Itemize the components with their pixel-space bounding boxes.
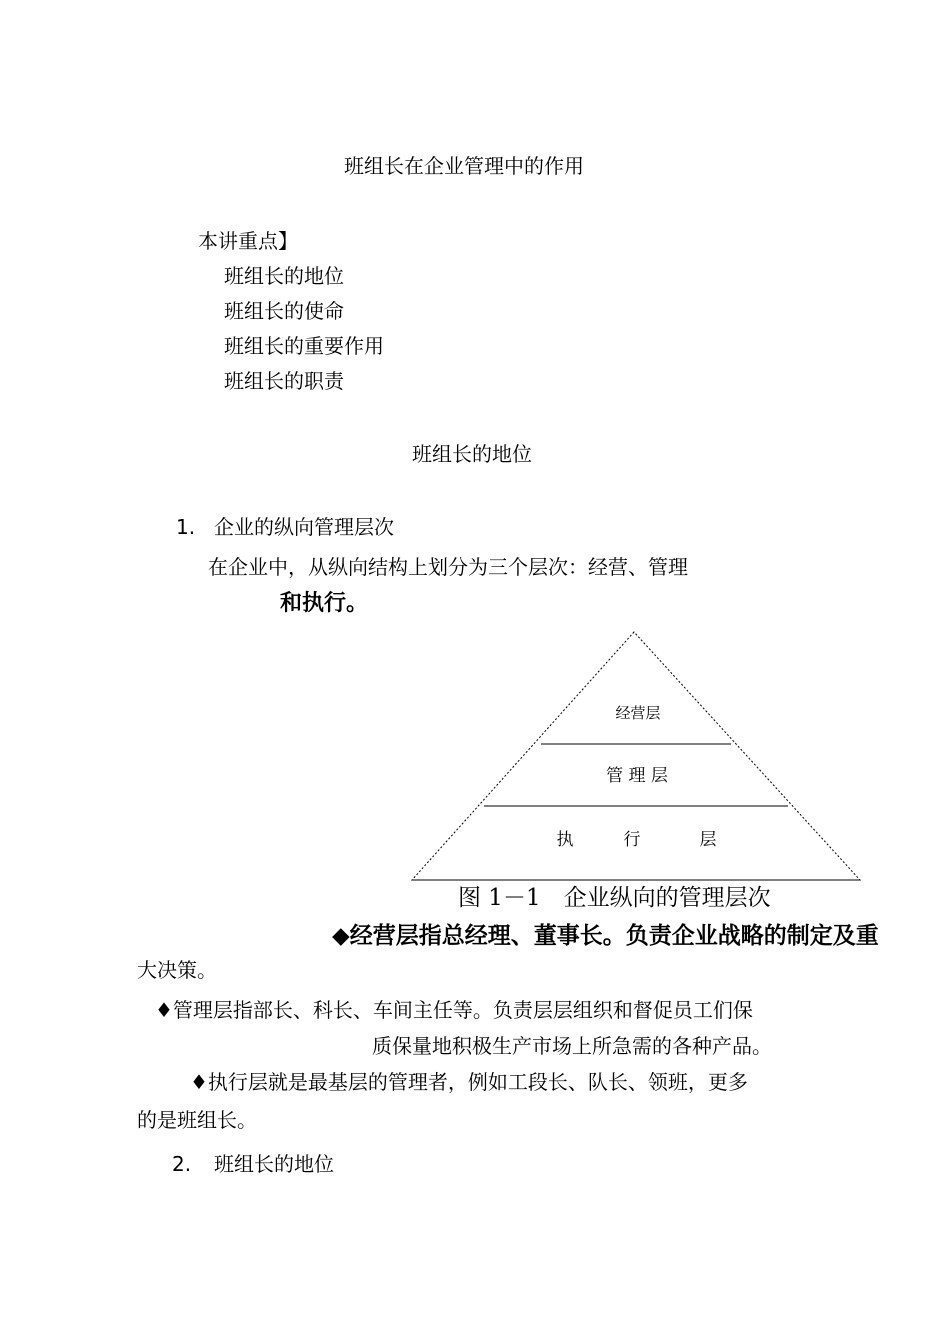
key-point-item: 班组长的地位 — [224, 264, 344, 288]
section-1-number: 1. — [176, 515, 196, 539]
bullet-management-line: ♦管理层指部长、科长、车间主任等。负责层层组织和督促员工们保 — [155, 998, 753, 1022]
pyramid-bottom-label-char: 行 — [623, 830, 641, 850]
pyramid-bottom-label-char: 执 — [556, 830, 574, 850]
bullet-execution-line: 的是班组长。 — [137, 1108, 257, 1132]
section-1-paragraph-line: 在企业中，从纵向结构上划分为三个层次：经营、管理 — [208, 555, 688, 579]
section-2-title: 班组长的地位 — [214, 1152, 334, 1176]
section-1-title: 企业的纵向管理层次 — [214, 515, 394, 539]
key-point-item: 班组长的使命 — [224, 299, 344, 323]
section-title: 班组长的地位 — [412, 442, 532, 466]
section-2-number: 2. — [172, 1152, 192, 1176]
page-title: 班组长在企业管理中的作用 — [344, 154, 584, 178]
figure-caption: 图 1－1 企业纵向的管理层次 — [458, 885, 771, 911]
bullet-execution-line: ♦执行层就是最基层的管理者，例如工段长、队长、领班，更多 — [190, 1070, 748, 1094]
pyramid-bottom-label-char: 层 — [699, 830, 717, 850]
bullet-executive-line: ◆经营层指总经理、董事长。负责企业战略的制定及重 — [332, 922, 879, 949]
key-points-heading: 本讲重点】 — [198, 229, 298, 253]
bullet-management-line: 质保量地积极生产市场上所急需的各种产品。 — [372, 1034, 772, 1058]
pyramid-middle-label: 管 理 层 — [606, 766, 668, 786]
section-1-paragraph-line: 和执行。 — [280, 590, 369, 616]
bullet-executive-line: 大决策。 — [137, 958, 217, 982]
key-point-item: 班组长的职责 — [224, 369, 344, 393]
key-point-item: 班组长的重要作用 — [224, 334, 384, 358]
pyramid-top-label: 经营层 — [615, 704, 661, 722]
